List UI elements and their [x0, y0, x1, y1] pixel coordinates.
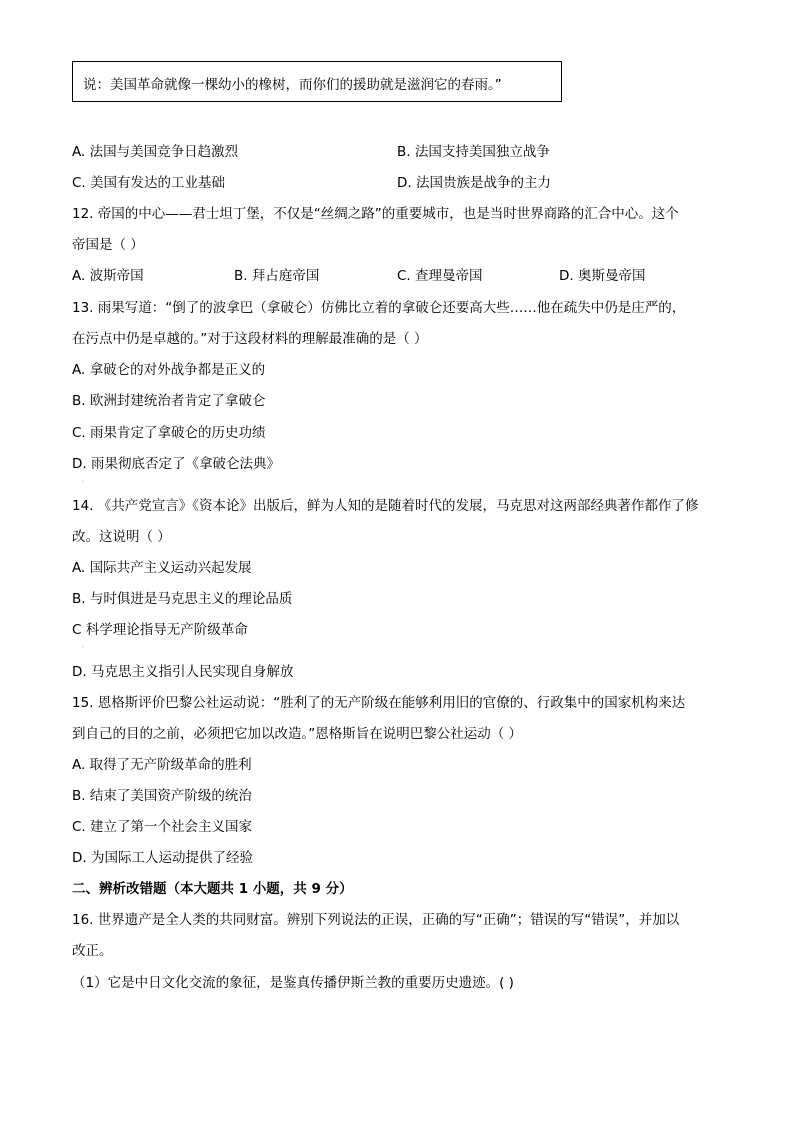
- q14-option-b: B. 与时俱进是马克思主义的理论品质: [72, 591, 293, 607]
- q15-stem-line1: 15. 恩格斯评价巴黎公社运动说：“胜利了的无产阶级在能够利用旧的官僚的、行政集中的国家机构来达: [72, 695, 686, 711]
- q14-stem-line2: 改。这说明（ ）: [72, 529, 171, 545]
- q15-option-b: B. 结束了美国资产阶级的统治: [72, 788, 252, 804]
- q13-option-d: D. 雨果彻底否定了《拿破仑法典》: [72, 456, 280, 472]
- q12-option-c: C. 查理曼帝国: [397, 268, 483, 284]
- q13-option-a: A. 拿破仑的对外战争都是正义的: [72, 362, 266, 378]
- q13-stem-line1: 13. 雨果写道：“倒了的波拿巴（拿破仑）仿佛比立着的拿破仑还要高大些……他在疏失中仍是庄严的，: [72, 300, 686, 316]
- q13-stem-line2: 在污点中仍是卓越的。”对于这段材料的理解最准确的是（ ）: [72, 331, 428, 347]
- quote-box: [72, 61, 562, 102]
- q14-option-c: C 科学理论指导无产阶级革命: [72, 622, 248, 638]
- q16-sub-question-1: （1）它是中日文化交流的象征，是鉴真传播伊斯兰教的重要历史遗迹。( ): [72, 975, 514, 991]
- q15-option-a: A. 取得了无产阶级革命的胜利: [72, 757, 252, 773]
- q12-option-d: D. 奥斯曼帝国: [559, 268, 646, 284]
- quote-text: 说：美国革命就像一棵幼小的橡树，而你们的援助就是滋润它的春雨。”: [83, 77, 502, 93]
- q14-stem-line1: 14. 《共产党宣言》《资本论》出版后，鲜为人知的是随着时代的发展，马克思对这两部经典著作都作了修: [72, 498, 699, 514]
- q13-option-b: B. 欧洲封建统治者肯定了拿破仑: [72, 393, 266, 409]
- q14-option-d: D. 马克思主义指引人民实现自身解放: [72, 664, 294, 680]
- q14-option-a: A. 国际共产主义运动兴起发展: [72, 560, 252, 576]
- q16-stem-line2: 改正。: [72, 943, 113, 959]
- q11-option-b: B. 法国支持美国独立战争: [397, 144, 550, 160]
- q13-option-c: C. 雨果肯定了拿破仑的历史功绩: [72, 425, 266, 441]
- section-heading: 二、辨析改错题（本大题共 1 小题，共 9 分）: [72, 881, 353, 897]
- q12-stem-line2: 帝国是（ ）: [72, 237, 144, 253]
- q15-stem-line2: 到自己的目的之前，必须把它加以改造。”恩格斯旨在说明巴黎公社运动（ ）: [72, 726, 523, 742]
- q12-option-a: A. 波斯帝国: [72, 268, 144, 284]
- stray-dot-mark: .: [82, 477, 84, 484]
- q15-option-c: C. 建立了第一个社会主义国家: [72, 819, 253, 835]
- q11-option-d: D. 法国贵族是战争的主力: [397, 175, 551, 191]
- q11-option-a: A. 法国与美国竞争日趋激烈: [72, 144, 239, 160]
- q12-option-b: B. 拜占庭帝国: [234, 268, 320, 284]
- q11-option-c: C. 美国有发达的工业基础: [72, 175, 226, 191]
- q16-stem-line1: 16. 世界遗产是全人类的共同财富。辨别下列说法的正误，正确的写“正确”；错误的写“错误”，并加以: [72, 912, 680, 928]
- stray-dot-mark: .: [82, 642, 84, 649]
- q15-option-d: D. 为国际工人运动提供了经验: [72, 850, 253, 866]
- q12-stem-line1: 12. 帝国的中心——君士坦丁堡，不仅是“丝绸之路”的重要城市，也是当时世界商路的汇合中心。这个: [72, 206, 679, 222]
